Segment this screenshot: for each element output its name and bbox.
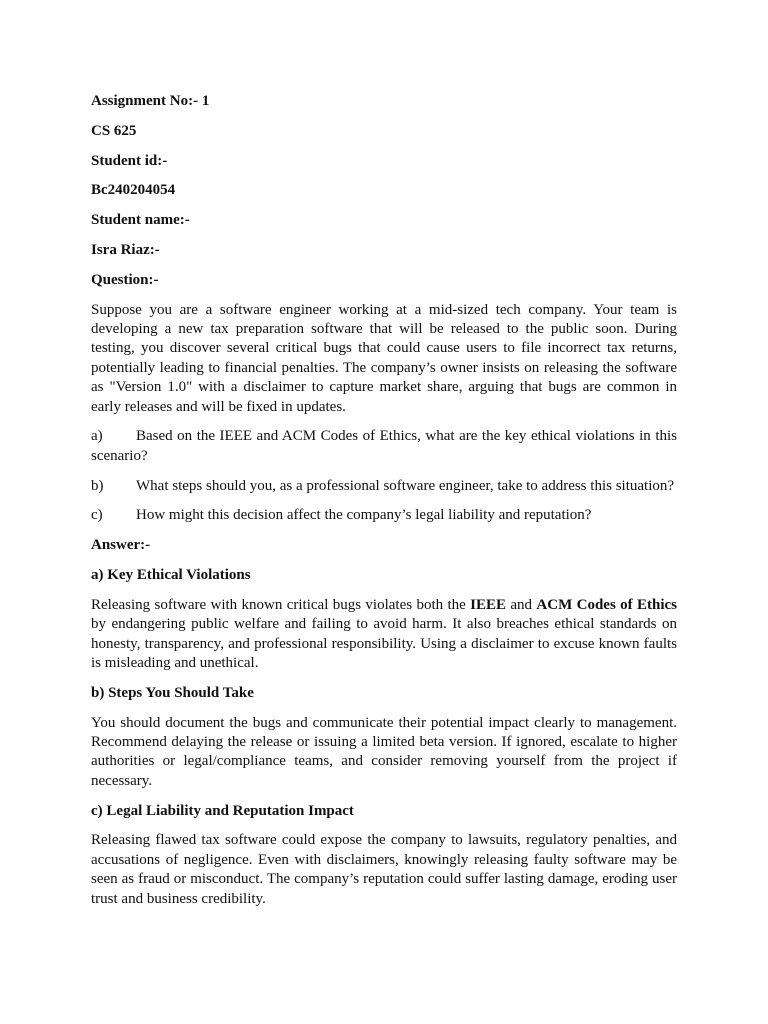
answer-label: Answer:- <box>91 537 151 554</box>
acm-bold: ACM Codes of Ethics <box>536 596 677 613</box>
section-b-heading: b) Steps You Should Take <box>91 684 254 701</box>
question-option-c <box>91 506 677 525</box>
course-code: CS 625 <box>91 122 137 139</box>
student-id: Bc240204054 <box>91 182 176 199</box>
section-a-text-3: by endangering public welfare and failing to avoid harm. It also breaches ethical standards on honesty, transparency, and professional responsibility. Using a disclaimer to excuse known faults is misleading and unethical. <box>91 616 677 672</box>
option-label: b) <box>91 477 104 494</box>
document-page <box>91 92 677 919</box>
option-text: How might this decision affect the company’s legal liability and reputation? <box>136 507 592 524</box>
option-text: What steps should you, as a professional software engineer, take to address this situation? <box>136 477 675 494</box>
question-label: Question:- <box>91 271 159 288</box>
question-option-b <box>91 477 677 496</box>
section-c-text: Releasing flawed tax software could expose the company to lawsuits, regulatory penalties, and accusations of negligence. Even with disclaimers, knowingly releasing faulty software may be seen as fraud or misconduct. The company’s reputation could suffer lasting damage, eroding user trust and business credibility. <box>91 832 677 907</box>
question-option-a <box>91 427 677 466</box>
student-name: Isra Riaz:- <box>91 241 160 258</box>
section-a-text <box>91 596 677 674</box>
option-text: Based on the IEEE and ACM Codes of Ethics, what are the key ethical violations in this scenario? <box>91 428 677 464</box>
section-a-text-1: Releasing software with known critical bugs violates both the <box>91 596 471 613</box>
option-label: c) <box>91 507 103 524</box>
option-label: a) <box>91 428 103 445</box>
section-c-heading: c) Legal Liability and Reputation Impact <box>91 802 354 819</box>
student-name-label: Student name:- <box>91 212 190 229</box>
student-id-label: Student id:- <box>91 152 168 169</box>
section-b-text: You should document the bugs and communicate their potential impact clearly to management. Recommend delaying the release or issuing a limited beta version. If ignored, escalate to higher authorities or legal/compliance teams, and consider removing yourself from the project if necessary. <box>91 714 677 789</box>
section-a-heading: a) Key Ethical Violations <box>91 567 251 583</box>
question-text: Suppose you are a software engineer working at a mid-sized tech company. Your team is developing a new tax preparation software that will be released to the public soon. During testing, you discover several critical bugs that could cause users to file incorrect tax returns, potentially leading to financial penalties. The company’s owner insists on releasing the software as "Version 1.0" with a disclaimer to capture market share, arguing that bugs are common in early releases and will be fixed in updates. <box>91 301 677 415</box>
ieee-bold: IEEE <box>470 596 507 613</box>
assignment-number: Assignment No:- 1 <box>91 93 210 109</box>
section-a-text-2: and <box>506 596 537 613</box>
